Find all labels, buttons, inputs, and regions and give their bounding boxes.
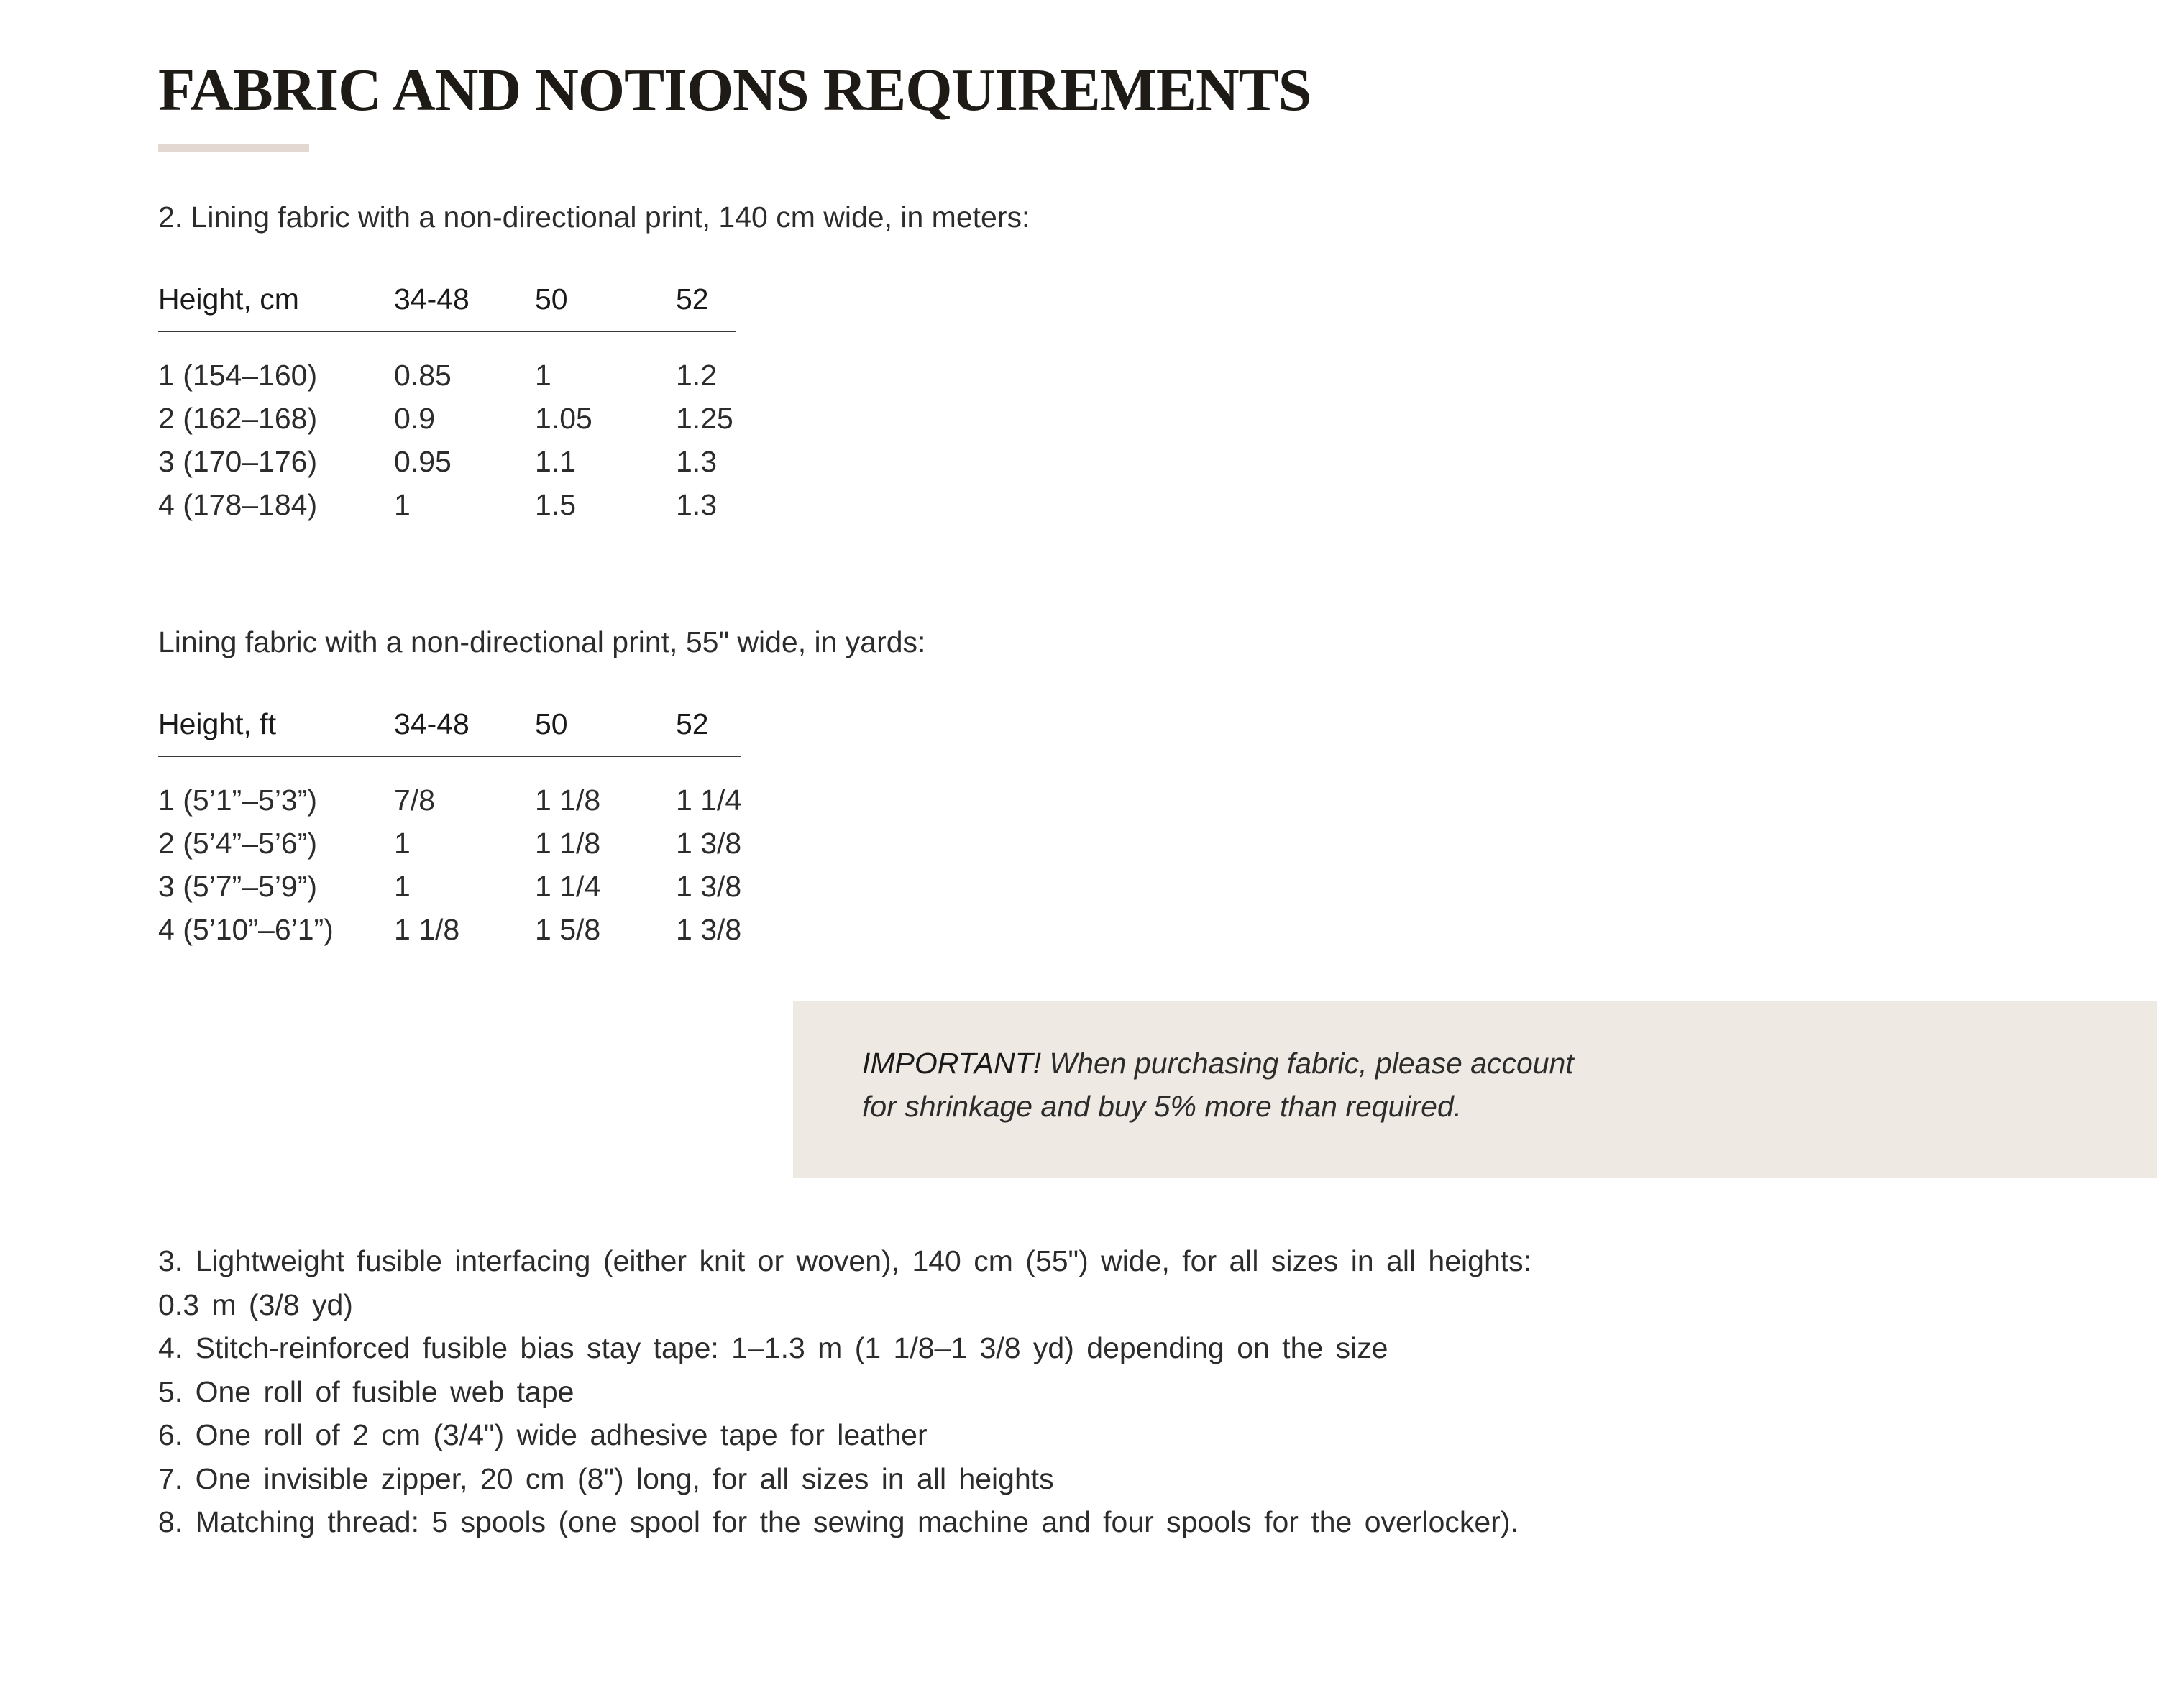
value-cell: 1 1/8 bbox=[535, 826, 601, 860]
table-row bbox=[158, 331, 736, 397]
important-note bbox=[862, 1042, 1581, 1128]
column-header-size-34-48: 34-48 bbox=[394, 272, 535, 331]
value-cell: 1 bbox=[394, 869, 411, 903]
value-cell: 0.85 bbox=[394, 358, 452, 392]
metric-lining-intro: 2. Lining fabric with a non-directional print, 140 cm wide, in meters: bbox=[158, 201, 1030, 234]
table-row bbox=[158, 822, 741, 865]
list-item: 8. Matching thread: 5 spools (one spool for the sewing machine and four spools for the overlocker). bbox=[158, 1505, 1519, 1538]
column-header-size-50: 50 bbox=[535, 272, 676, 331]
value-cell: 7/8 bbox=[394, 783, 435, 817]
value-cell: 1 1/8 bbox=[394, 912, 460, 946]
table-row bbox=[158, 483, 736, 526]
page-title: FABRIC AND NOTIONS REQUIREMENTS bbox=[158, 57, 1311, 124]
height-cell: 3 (5’7”–5’9”) bbox=[158, 869, 318, 903]
value-cell: 0.9 bbox=[394, 401, 435, 435]
height-cell: 4 (5’10”–6’1”) bbox=[158, 912, 334, 946]
value-cell: 1 bbox=[535, 358, 551, 392]
value-cell: 1.2 bbox=[676, 358, 717, 392]
value-cell: 1 1/8 bbox=[535, 783, 601, 817]
table-row bbox=[158, 908, 741, 951]
value-cell: 1.3 bbox=[676, 487, 717, 521]
column-header-height: Height, ft bbox=[158, 697, 394, 756]
value-cell: 1 1/4 bbox=[535, 869, 601, 903]
table-row bbox=[158, 865, 741, 908]
list-item: 5. One roll of fusible web tape bbox=[158, 1374, 574, 1408]
value-cell: 1 3/8 bbox=[676, 912, 742, 946]
height-cell: 1 (154–160) bbox=[158, 358, 318, 392]
important-note-box bbox=[793, 1001, 2157, 1178]
table-row bbox=[158, 397, 736, 440]
height-cell: 3 (170–176) bbox=[158, 444, 318, 478]
column-header-size-52: 52 bbox=[676, 697, 741, 756]
table-row bbox=[158, 440, 736, 483]
important-note-text: When purchasing fabric, please account for shrinkage and buy 5% more than required. bbox=[862, 1047, 1574, 1123]
column-header-size-50: 50 bbox=[535, 697, 676, 756]
height-cell: 4 (178–184) bbox=[158, 487, 318, 521]
list-item: 4. Stitch-reinforced fusible bias stay tape: 1–1.3 m (1 1/8–1 3/8 yd) depending on the size bbox=[158, 1331, 1388, 1364]
value-cell: 1 bbox=[394, 826, 411, 860]
table-header-row bbox=[158, 697, 741, 756]
value-cell: 1.05 bbox=[535, 401, 592, 435]
column-header-size-52: 52 bbox=[676, 272, 736, 331]
value-cell: 0.95 bbox=[394, 444, 452, 478]
column-header-size-34-48: 34-48 bbox=[394, 697, 535, 756]
list-item: 6. One roll of 2 cm (3/4") wide adhesive tape for leather bbox=[158, 1418, 928, 1451]
height-cell: 1 (5’1”–5’3”) bbox=[158, 783, 318, 817]
list-item: 0.3 m (3/8 yd) bbox=[158, 1287, 353, 1321]
list-item: 3. Lightweight fusible interfacing (either knit or woven), 140 cm (55") wide, for all sizes in all heights: bbox=[158, 1244, 1532, 1277]
metric-lining-table bbox=[158, 272, 736, 526]
value-cell: 1.3 bbox=[676, 444, 717, 478]
column-header-height: Height, cm bbox=[158, 272, 394, 331]
table-row bbox=[158, 756, 741, 822]
value-cell: 1.1 bbox=[535, 444, 576, 478]
value-cell: 1 1/4 bbox=[676, 783, 742, 817]
value-cell: 1 3/8 bbox=[676, 869, 742, 903]
value-cell: 1.25 bbox=[676, 401, 733, 435]
title-underline bbox=[158, 144, 309, 152]
value-cell: 1 3/8 bbox=[676, 826, 742, 860]
important-label: IMPORTANT! bbox=[862, 1047, 1042, 1080]
imperial-lining-intro: Lining fabric with a non-directional print, 55" wide, in yards: bbox=[158, 625, 926, 658]
value-cell: 1.5 bbox=[535, 487, 576, 521]
notions-list bbox=[158, 1239, 1596, 1544]
value-cell: 1 bbox=[394, 487, 411, 521]
imperial-lining-table bbox=[158, 697, 741, 951]
height-cell: 2 (5’4”–5’6”) bbox=[158, 826, 318, 860]
list-item: 7. One invisible zipper, 20 cm (8") long, for all sizes in all heights bbox=[158, 1461, 1054, 1495]
table-header-row bbox=[158, 272, 736, 331]
value-cell: 1 5/8 bbox=[535, 912, 601, 946]
height-cell: 2 (162–168) bbox=[158, 401, 318, 435]
